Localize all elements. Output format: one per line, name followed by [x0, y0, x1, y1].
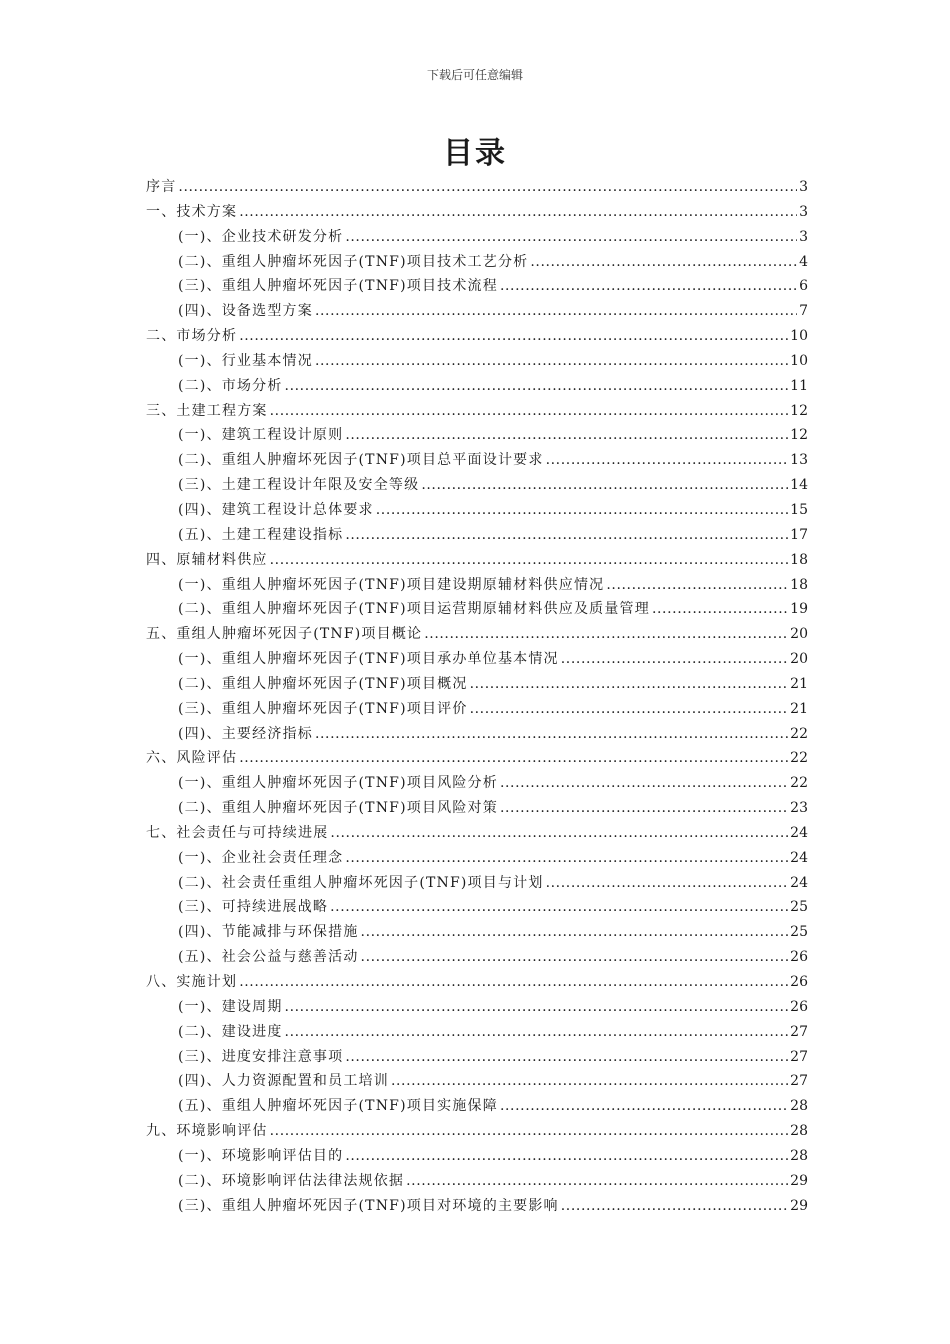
toc-subsection-entry[interactable]: [146, 423, 808, 448]
toc-subsection-entry[interactable]: [146, 1194, 808, 1219]
toc-dot-leader: [361, 945, 789, 970]
toc-entry-label: 六、风险评估: [146, 750, 238, 767]
toc-dot-leader: [345, 1144, 788, 1169]
toc-entry-label: 七、社会责任与可持续进展: [146, 824, 329, 841]
toc-entry-label: (四)、人力资源配置和员工培训: [178, 1073, 389, 1090]
toc-entry-label: (二)、建设进度: [178, 1023, 283, 1040]
toc-title: 目录: [443, 136, 507, 171]
toc-page-number: 21: [790, 700, 808, 717]
toc-entry-label: 五、重组人肿瘤坏死因子(TNF)项目概论: [146, 626, 423, 643]
toc-dot-leader: [178, 175, 797, 200]
toc-page-number: 28: [790, 1123, 808, 1140]
toc-page-number: 3: [799, 179, 808, 195]
toc-subsection-entry[interactable]: [146, 250, 808, 275]
toc-page-number: 12: [790, 427, 808, 444]
toc-page-number: 24: [790, 824, 808, 841]
toc-page-number: 18: [790, 576, 808, 593]
toc-subsection-entry[interactable]: [146, 1045, 808, 1070]
toc-dot-leader: [561, 1194, 788, 1219]
toc-dot-leader: [315, 722, 788, 747]
toc-page-number: 26: [790, 949, 808, 966]
toc-subsection-entry[interactable]: [146, 374, 808, 399]
toc-entry-label: (三)、重组人肿瘤坏死因子(TNF)项目技术流程: [178, 278, 498, 295]
toc-page-number: 20: [790, 626, 808, 643]
toc-page-number: 15: [790, 501, 808, 518]
toc-dot-leader: [345, 523, 788, 548]
toc-entry-label: (二)、重组人肿瘤坏死因子(TNF)项目风险对策: [178, 800, 498, 817]
toc-entry-label: (二)、重组人肿瘤坏死因子(TNF)项目总平面设计要求: [178, 452, 544, 469]
toc-entry-label: (五)、重组人肿瘤坏死因子(TNF)项目实施保障: [178, 1098, 498, 1115]
toc-subsection-entry[interactable]: [146, 473, 808, 498]
toc-page-number: 22: [790, 725, 808, 742]
toc-dot-leader: [546, 448, 789, 473]
toc-section-entry[interactable]: [146, 324, 808, 349]
toc-section-entry[interactable]: [146, 746, 808, 771]
toc-entry-label: (一)、行业基本情况: [178, 352, 313, 369]
toc-dot-leader: [361, 920, 789, 945]
toc-subsection-entry[interactable]: [146, 498, 808, 523]
toc-entry-label: (四)、建筑工程设计总体要求: [178, 501, 374, 518]
toc-page-number: 29: [790, 1197, 808, 1214]
toc-dot-leader: [239, 324, 788, 349]
toc-dot-leader: [500, 1094, 788, 1119]
toc-dot-leader: [285, 1020, 789, 1045]
toc-page-number: 28: [790, 1098, 808, 1115]
toc-page-number: 3: [799, 228, 808, 245]
toc-page-number: 19: [790, 601, 808, 618]
toc-section-entry[interactable]: [146, 200, 808, 225]
toc-dot-leader: [285, 995, 789, 1020]
toc-subsection-entry[interactable]: [146, 722, 808, 747]
toc-entry-label: (二)、环境影响评估法律法规依据: [178, 1172, 405, 1189]
toc-dot-leader: [500, 771, 788, 796]
toc-dot-leader: [345, 1045, 788, 1070]
toc-page-number: 28: [790, 1147, 808, 1164]
toc-page-number: 22: [790, 775, 808, 792]
toc-page-number: 27: [790, 1048, 808, 1065]
toc-dot-leader: [285, 374, 789, 399]
toc-dot-leader: [376, 498, 788, 523]
toc-dot-leader: [424, 622, 788, 647]
toc-subsection-entry[interactable]: [146, 597, 808, 622]
toc-page-number: 29: [790, 1172, 808, 1189]
toc-entry-label: (一)、环境影响评估目的: [178, 1147, 344, 1164]
toc-entry-label: (二)、重组人肿瘤坏死因子(TNF)项目运营期原辅材料供应及质量管理: [178, 601, 650, 618]
toc-dot-leader: [530, 250, 797, 275]
toc-subsection-entry[interactable]: [146, 1094, 808, 1119]
toc-subsection-entry[interactable]: [146, 771, 808, 796]
toc-section-entry[interactable]: [146, 622, 808, 647]
table-of-contents: [146, 175, 808, 1218]
toc-subsection-entry[interactable]: [146, 274, 808, 299]
toc-entry-label: (二)、市场分析: [178, 377, 283, 394]
toc-page-number: 23: [790, 800, 808, 817]
toc-dot-leader: [270, 548, 789, 573]
toc-entry-label: (三)、进度安排注意事项: [178, 1048, 344, 1065]
toc-entry-label: 四、原辅材料供应: [146, 551, 268, 568]
toc-entry-label: 八、实施计划: [146, 974, 238, 990]
toc-subsection-entry[interactable]: [146, 871, 808, 896]
toc-page-number: 14: [790, 477, 808, 494]
toc-dot-leader: [406, 1169, 788, 1194]
toc-subsection-entry[interactable]: [146, 945, 808, 970]
toc-page-number: 12: [790, 402, 808, 419]
toc-subsection-entry[interactable]: [146, 1144, 808, 1169]
toc-entry-label: 九、环境影响评估: [146, 1123, 268, 1140]
toc-dot-leader: [500, 796, 788, 821]
toc-subsection-entry[interactable]: [146, 1169, 808, 1194]
toc-page-number: 20: [790, 651, 808, 668]
toc-subsection-entry[interactable]: [146, 672, 808, 697]
header-note: 下载后可任意编辑: [426, 68, 523, 82]
toc-dot-leader: [270, 1119, 789, 1144]
toc-page-number: 10: [790, 328, 808, 345]
toc-entry-label: (二)、重组人肿瘤坏死因子(TNF)项目技术工艺分析: [178, 253, 529, 270]
toc-entry-label: (一)、企业技术研发分析: [178, 228, 344, 245]
toc-entry-label: 一、技术方案: [146, 203, 238, 220]
toc-subsection-entry[interactable]: [146, 1069, 808, 1094]
toc-entry-label: (三)、土建工程设计年限及安全等级: [178, 477, 420, 494]
toc-subsection-entry[interactable]: [146, 349, 808, 374]
toc-entry-label: (四)、设备选型方案: [178, 303, 313, 320]
toc-dot-leader: [561, 647, 788, 672]
toc-entry-label: (三)、重组人肿瘤坏死因子(TNF)项目评价: [178, 700, 468, 717]
toc-entry-label: (二)、社会责任重组人肿瘤坏死因子(TNF)项目与计划: [178, 874, 544, 891]
toc-dot-leader: [239, 200, 797, 225]
toc-dot-leader: [239, 746, 788, 771]
toc-entry-label: (四)、主要经济指标: [178, 725, 313, 742]
toc-entry-label: (一)、建筑工程设计原则: [178, 427, 344, 444]
toc-page-number: 24: [790, 849, 808, 866]
toc-dot-leader: [345, 225, 797, 250]
toc-dot-leader: [470, 672, 789, 697]
toc-page-number: 13: [790, 452, 808, 469]
toc-dot-leader: [330, 895, 788, 920]
toc-page-number: 21: [790, 675, 808, 692]
toc-subsection-entry[interactable]: [146, 448, 808, 473]
toc-page-number: 3: [799, 203, 808, 220]
toc-dot-leader: [315, 349, 788, 374]
toc-section-entry[interactable]: [146, 175, 808, 200]
toc-entry-label: (三)、重组人肿瘤坏死因子(TNF)项目对环境的主要影响: [178, 1197, 559, 1214]
toc-entry-label: (一)、重组人肿瘤坏死因子(TNF)项目建设期原辅材料供应情况: [178, 576, 605, 593]
toc-entry-label: (一)、建设周期: [178, 998, 283, 1015]
toc-dot-leader: [606, 573, 788, 598]
toc-dot-leader: [270, 399, 789, 424]
toc-entry-label: 三、土建工程方案: [146, 402, 268, 419]
toc-dot-leader: [345, 423, 788, 448]
toc-entry-label: (二)、重组人肿瘤坏死因子(TNF)项目概况: [178, 675, 468, 692]
toc-dot-leader: [315, 299, 797, 324]
toc-subsection-entry[interactable]: [146, 920, 808, 945]
toc-subsection-entry[interactable]: [146, 796, 808, 821]
toc-subsection-entry[interactable]: [146, 895, 808, 920]
toc-page-number: 18: [790, 551, 808, 568]
toc-dot-leader: [345, 846, 788, 871]
toc-subsection-entry[interactable]: [146, 995, 808, 1020]
toc-section-entry[interactable]: [146, 821, 808, 846]
toc-entry-label: (五)、土建工程建设指标: [178, 526, 344, 543]
toc-page-number: 27: [790, 1073, 808, 1090]
toc-entry-label: (五)、社会公益与慈善活动: [178, 949, 359, 966]
toc-subsection-entry[interactable]: [146, 225, 808, 250]
toc-subsection-entry[interactable]: [146, 647, 808, 672]
toc-page-number: 11: [790, 377, 808, 394]
toc-dot-leader: [421, 473, 788, 498]
toc-subsection-entry[interactable]: [146, 299, 808, 324]
toc-page-number: 26: [790, 998, 808, 1015]
toc-page-number: 17: [790, 526, 808, 543]
toc-page-number: 4: [799, 253, 808, 270]
toc-page-number: 24: [790, 874, 808, 891]
toc-page-number: 6: [799, 278, 808, 295]
toc-entry-label: (一)、企业社会责任理念: [178, 849, 344, 866]
toc-entry-label: 二、市场分析: [146, 328, 238, 345]
toc-section-entry[interactable]: [146, 1119, 808, 1144]
toc-page-number: 27: [790, 1023, 808, 1040]
toc-dot-leader: [239, 970, 788, 995]
toc-dot-leader: [500, 274, 797, 299]
toc-entry-label: (四)、节能减排与环保措施: [178, 924, 359, 941]
toc-dot-leader: [470, 697, 789, 722]
toc-dot-leader: [652, 597, 788, 622]
toc-section-entry[interactable]: [146, 399, 808, 424]
toc-page-number: 7: [799, 303, 808, 320]
toc-entry-label: 序言: [146, 179, 177, 195]
toc-subsection-entry[interactable]: [146, 523, 808, 548]
toc-entry-label: (三)、可持续进展战略: [178, 899, 329, 916]
toc-page-number: 25: [790, 899, 808, 916]
toc-page-number: 25: [790, 924, 808, 941]
toc-page-number: 26: [790, 974, 808, 990]
toc-subsection-entry[interactable]: [146, 1020, 808, 1045]
toc-dot-leader: [546, 871, 789, 896]
toc-entry-label: (一)、重组人肿瘤坏死因子(TNF)项目承办单位基本情况: [178, 651, 559, 668]
toc-dot-leader: [391, 1069, 788, 1094]
toc-subsection-entry[interactable]: [146, 697, 808, 722]
toc-dot-leader: [330, 821, 788, 846]
toc-page-number: 22: [790, 750, 808, 767]
toc-section-entry[interactable]: [146, 970, 808, 995]
toc-subsection-entry[interactable]: [146, 846, 808, 871]
toc-subsection-entry[interactable]: [146, 573, 808, 598]
toc-page-number: 10: [790, 352, 808, 369]
toc-section-entry[interactable]: [146, 548, 808, 573]
toc-entry-label: (一)、重组人肿瘤坏死因子(TNF)项目风险分析: [178, 775, 498, 792]
